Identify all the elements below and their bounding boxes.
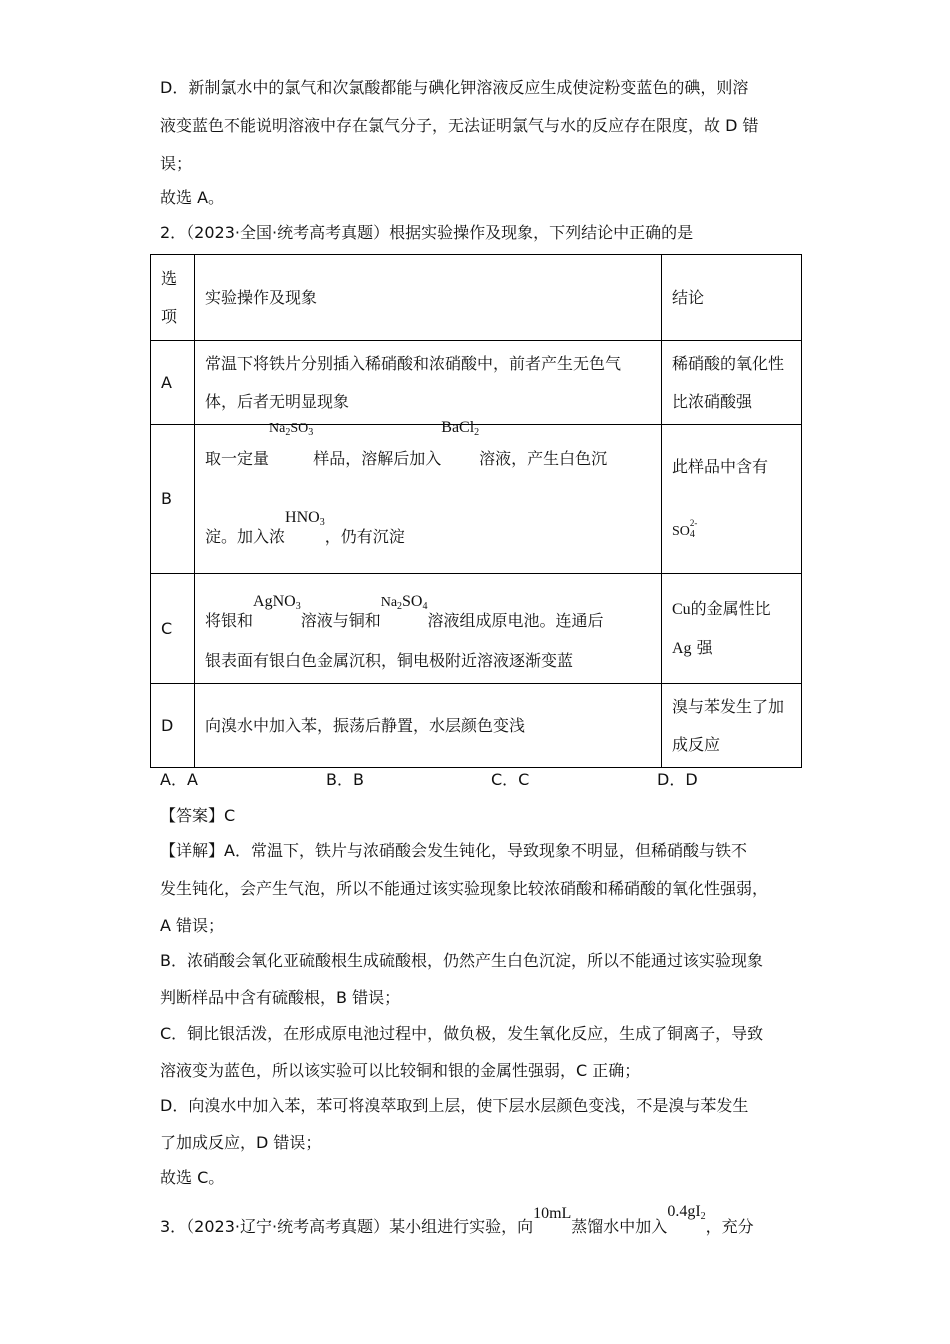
row-b-label: B [151,425,195,574]
header-conclusion: 结论 [662,255,802,341]
experiment-table [150,254,802,768]
question-2-stem: 2．（2023·全国·统考高考真题）根据实验操作及现象，下列结论中正确的是 [160,223,694,242]
detail-line-2: 发生钝化，会产生气泡，所以不能通过该实验现象比较浓硝酸和稀硝酸的氧化性强弱， [160,879,769,898]
table-row-d [151,684,802,768]
row-b-operation: 取一定量$Na_2SO_3$样品，溶解后加入BaCl$_2$溶液，产生白色沉 淀。加入浓$HNO_3$，仍有沉淀 [195,425,662,574]
row-d-label: D [151,684,195,768]
table-row-a [151,341,802,425]
detail-line-6: C．铜比银活泼，在形成原电池过程中，做负极，发生氧化反应，生成了铜离子，导致 [160,1024,764,1043]
option-d: D．D [657,770,698,789]
sulfate-formula: SO 2- 4 [672,517,698,540]
table-header-row [151,255,802,341]
detail-line-10: 故选 C。 [160,1168,225,1187]
detail-line-9: 了加成反应，D 错误； [160,1133,322,1152]
detail-line-1: 【详解】A．常温下，铁片与浓硝酸会发生钝化，导致现象不明显，但稀硝酸与铁不 [160,841,747,860]
question-3-stem: 3．（2023·辽宁·统考高考真题）某小组进行实验，向10mL蒸馏水中加入$0.4gI_2$，充分 [160,1203,754,1236]
header-operation: 实验操作及现象 [195,255,662,341]
row-a-operation: 常温下将铁片分别插入稀硝酸和浓硝酸中，前者产生无色气 体，后者无明显现象 [195,341,662,425]
row-c-conclusion: Cu的金属性比 Ag 强 [662,574,802,684]
option-a: A．A [160,770,198,789]
detail-line-3: A 错误； [160,916,225,935]
table-row-c [151,574,802,684]
row-d-conclusion: 溴与苯发生了加 成反应 [662,684,802,768]
option-c: C．C [491,770,530,789]
detail-line-7: 溶液变为蓝色，所以该实验可以比较铜和银的金属性强弱，C 正确； [160,1061,641,1080]
prev-answer-d-line2: 液变蓝色不能说明溶液中存在氯气分子，无法证明氯气与水的反应存在限度，故 D 错 [160,116,759,135]
row-c-label: C [151,574,195,684]
row-b-conclusion: 此样品中含有 SO 2- 4 [662,425,802,574]
row-d-operation: 向溴水中加入苯，振荡后静置，水层颜色变浅 [195,684,662,768]
detail-line-8: D．向溴水中加入苯，苯可将溴萃取到上层，使下层水层颜色变浅，不是溴与苯发生 [160,1096,749,1115]
row-a-label: A [151,341,195,425]
prev-answer-d-line1: D．新制氯水中的氯气和次氯酸都能与碘化钾溶液反应生成使淀粉变蓝色的碘，则溶 [160,78,749,97]
prev-choose: 故选 A。 [160,188,225,207]
option-b: B．B [326,770,364,789]
detail-line-4: B．浓硝酸会氧化亚硫酸根生成硫酸根，仍然产生白色沉淀，所以不能通过该实验现象 [160,951,763,970]
table-row-b [151,425,802,574]
detail-line-5: 判断样品中含有硫酸根，B 错误； [160,988,401,1007]
answer: 【答案】C [160,806,236,825]
row-c-operation: 将银和AgNO$_3$溶液与铜和$Na_2SO_4$溶液组成原电池。连通后 银表面有银白色金属沉积，铜电极附近溶液逐渐变蓝 [195,574,662,684]
header-option: 选 项 [151,255,195,341]
prev-answer-d-line3: 误； [160,154,193,173]
row-a-conclusion: 稀硝酸的氧化性 比浓硝酸强 [662,341,802,425]
